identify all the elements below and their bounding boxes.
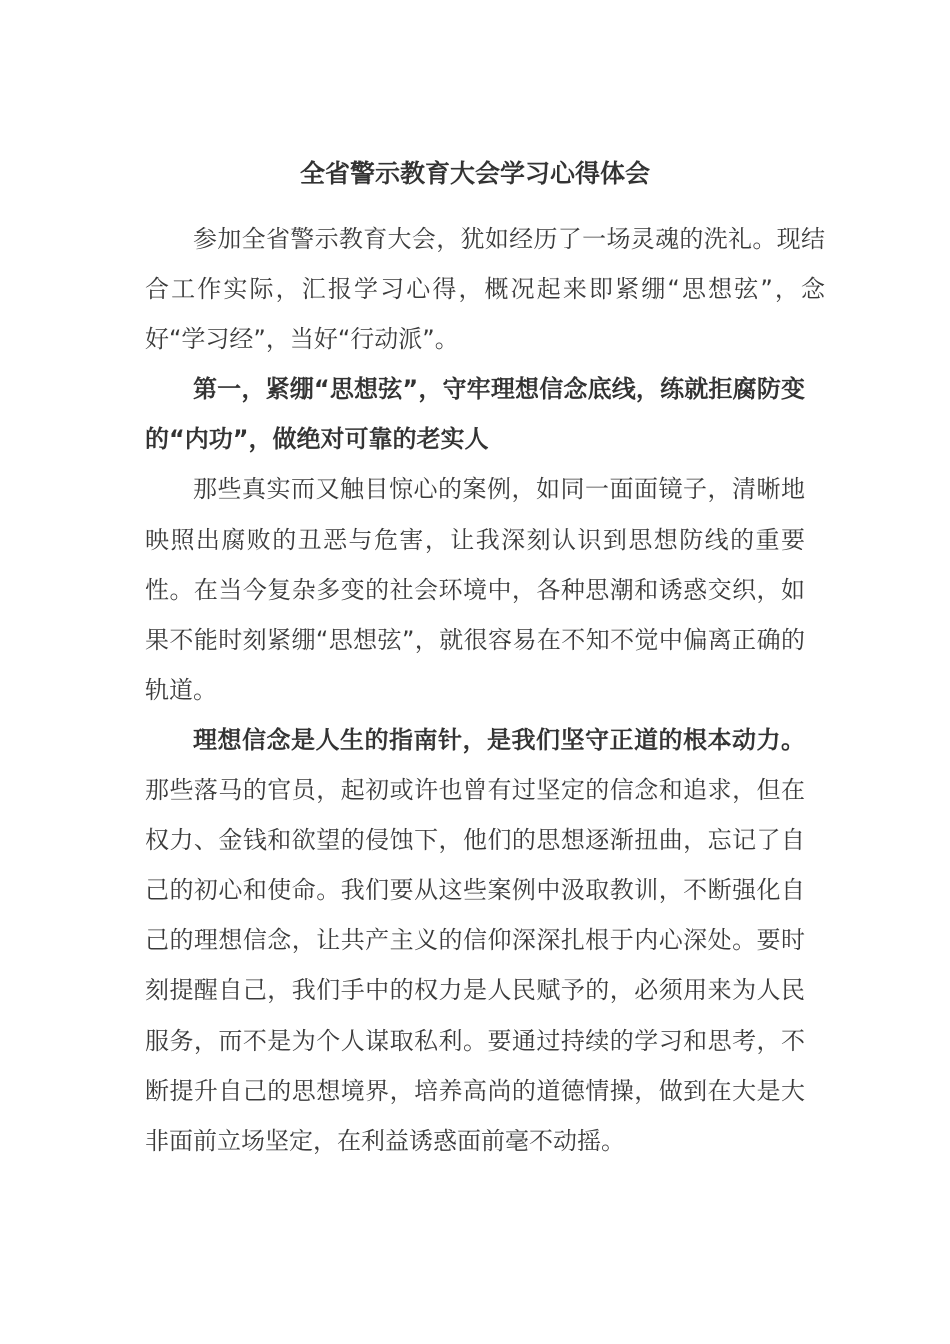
section-heading-1: 第一，紧绷“思想弦”，守牢理想信念底线，练就拒腐防变的“内功”，做绝对可靠的老实人 (145, 375, 805, 454)
paragraph-body-text: 那些落马的官员，起初或许也曾有过坚定的信念和追求，但在权力、金钱和欲望的侵蚀下，他们的思想逐渐扭曲，忘记了自己的初心和使命。我们要从这些案例中汲取教训，不断强化自己的理想信念，让共产主义的信仰深深扎根于内心深处。要时刻提醒自己，我们手中的权力是人民赋予的，必须用来为人民服务，而不是为个人谋取私利。要通过持续的学习和思考，不断提升自己的思想境界，培养高尚的道德情操，做到在大是大非面前立场坚定，在利益诱惑面前毫不动摇。 (145, 776, 805, 1155)
paragraph-lead-sentence: 理想信念是人生的指南针，是我们坚守正道的根本动力。 (193, 725, 805, 754)
body-paragraph-1: 那些真实而又触目惊心的案例，如同一面面镜子，清晰地映照出腐败的丑恶与危害，让我深刻认识到思想防线的重要性。在当今复杂多变的社会环境中，各种思潮和诱惑交织，如果不能时刻紧绷“思想弦”，就很容易在不知不觉中偏离正确的轨道。 (145, 475, 805, 704)
intro-paragraph: 参加全省警示教育大会，犹如经历了一场灵魂的洗礼。现结合工作实际，汇报学习心得，概况起来即紧绷“思想弦”，念好“学习经”，当好“行动派”。 (145, 225, 825, 354)
document-page (145, 152, 825, 1166)
document-title: 全省警示教育大会学习心得体会 (299, 159, 650, 188)
body-paragraph-2 (145, 715, 805, 1166)
